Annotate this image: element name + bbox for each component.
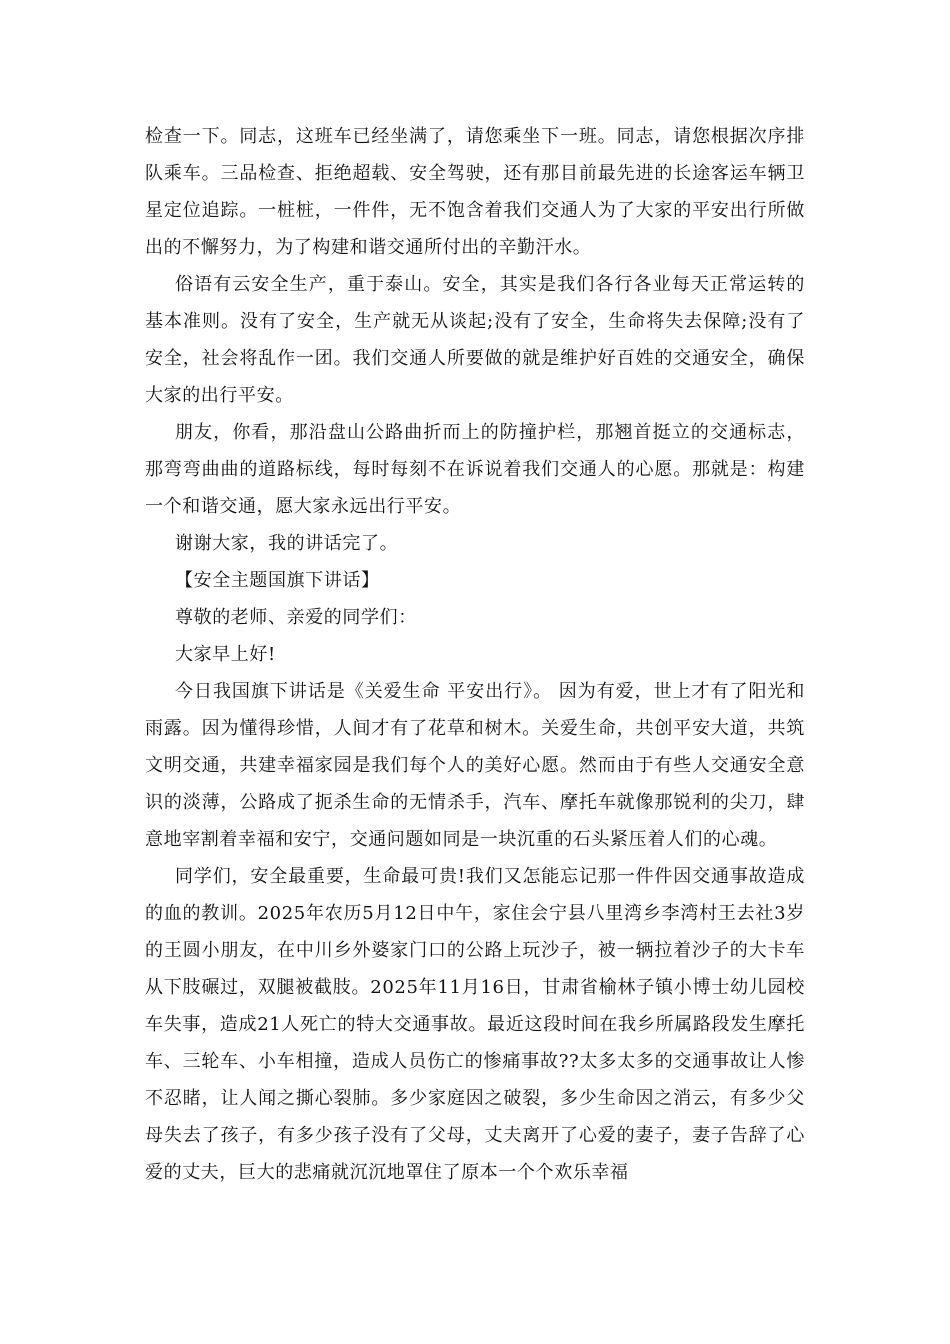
- document-body: [145, 118, 805, 1191]
- paragraph-closing: 谢谢大家，我的讲话完了。: [175, 533, 399, 554]
- greeting: 大家早上好!: [175, 644, 276, 665]
- paragraph: 俗语有云安全生产，重于泰山。安全，其实是我们各行各业每天正常运转的基本准则。没有了安全，生产就无从谈起;没有了安全，生命将失去保障;没有了安全，社会将乱作一团。我们交通人所要做的就是维护好百姓的交通安全，确保大家的出行平安。: [145, 274, 805, 406]
- salutation: 尊敬的老师、亲爱的同学们：: [175, 607, 417, 628]
- paragraph: 今日我国旗下讲话是《关爱生命 平安出行》。 因为有爱，世上才有了阳光和雨露。因为懂得珍惜，人间才有了花草和树木。关爱生命，共创平安大道，共筑文明交通，共建幸福家园是我们每个人的美好心愿。然而由于有些人交通安全意识的淡薄，公路成了扼杀生命的无情杀手，汽车、摩托车就像那锐利的尖刀，肆意地宰割着幸福和安宁，交通问题如同是一块沉重的石头紧压着人们的心魂。: [145, 681, 805, 850]
- paragraph: 同学们，安全最重要，生命最可贵!我们又怎能忘记那一件件因交通事故造成的血的教训。2025年农历5月12日中午，家住会宁县八里湾乡李湾村王去社3岁的王圆小朋友，在中川乡外婆家门口的公路上玩沙子，被一辆拉着沙子的大卡车从下肢碾过，双腿被截肢。2025年11月16日，甘肃省榆林子镇小博士幼儿园校车失事，造成21人死亡的特大交通事故。最近这段时间在我乡所属路段发生摩托车、三轮车、小车相撞，造成人员伤亡的惨痛事故??太多太多的交通事故让人惨不忍睹，让人闻之撕心裂肺。多少家庭因之破裂，多少生命因之消云，有多少父母失去了孩子，有多少孩子没有了父母，丈夫离开了心爱的妻子，妻子告辞了心爱的丈夫，巨大的悲痛就沉沉地罩住了原本一个个欢乐幸福: [145, 866, 805, 1183]
- paragraph: 朋友，你看，那沿盘山公路曲折而上的防撞护栏，那翘首挺立的交通标志，那弯弯曲曲的道路标线，每时每刻不在诉说着我们交通人的心愿。那就是：构建一个和谐交通，愿大家永远出行平安。: [145, 422, 805, 517]
- section-heading: 【安全主题国旗下讲话】: [175, 570, 380, 591]
- paragraph-continuation: 检查一下。同志，这班车已经坐满了，请您乘坐下一班。同志，请您根据次序排队乘车。三品检查、拒绝超载、安全驾驶，还有那目前最先进的长途客运车辆卫星定位追踪。一桩桩，一件件，无不饱含着我们交通人为了大家的平安出行所做出的不懈努力，为了构建和谐交通所付出的辛勤汗水。: [145, 126, 805, 258]
